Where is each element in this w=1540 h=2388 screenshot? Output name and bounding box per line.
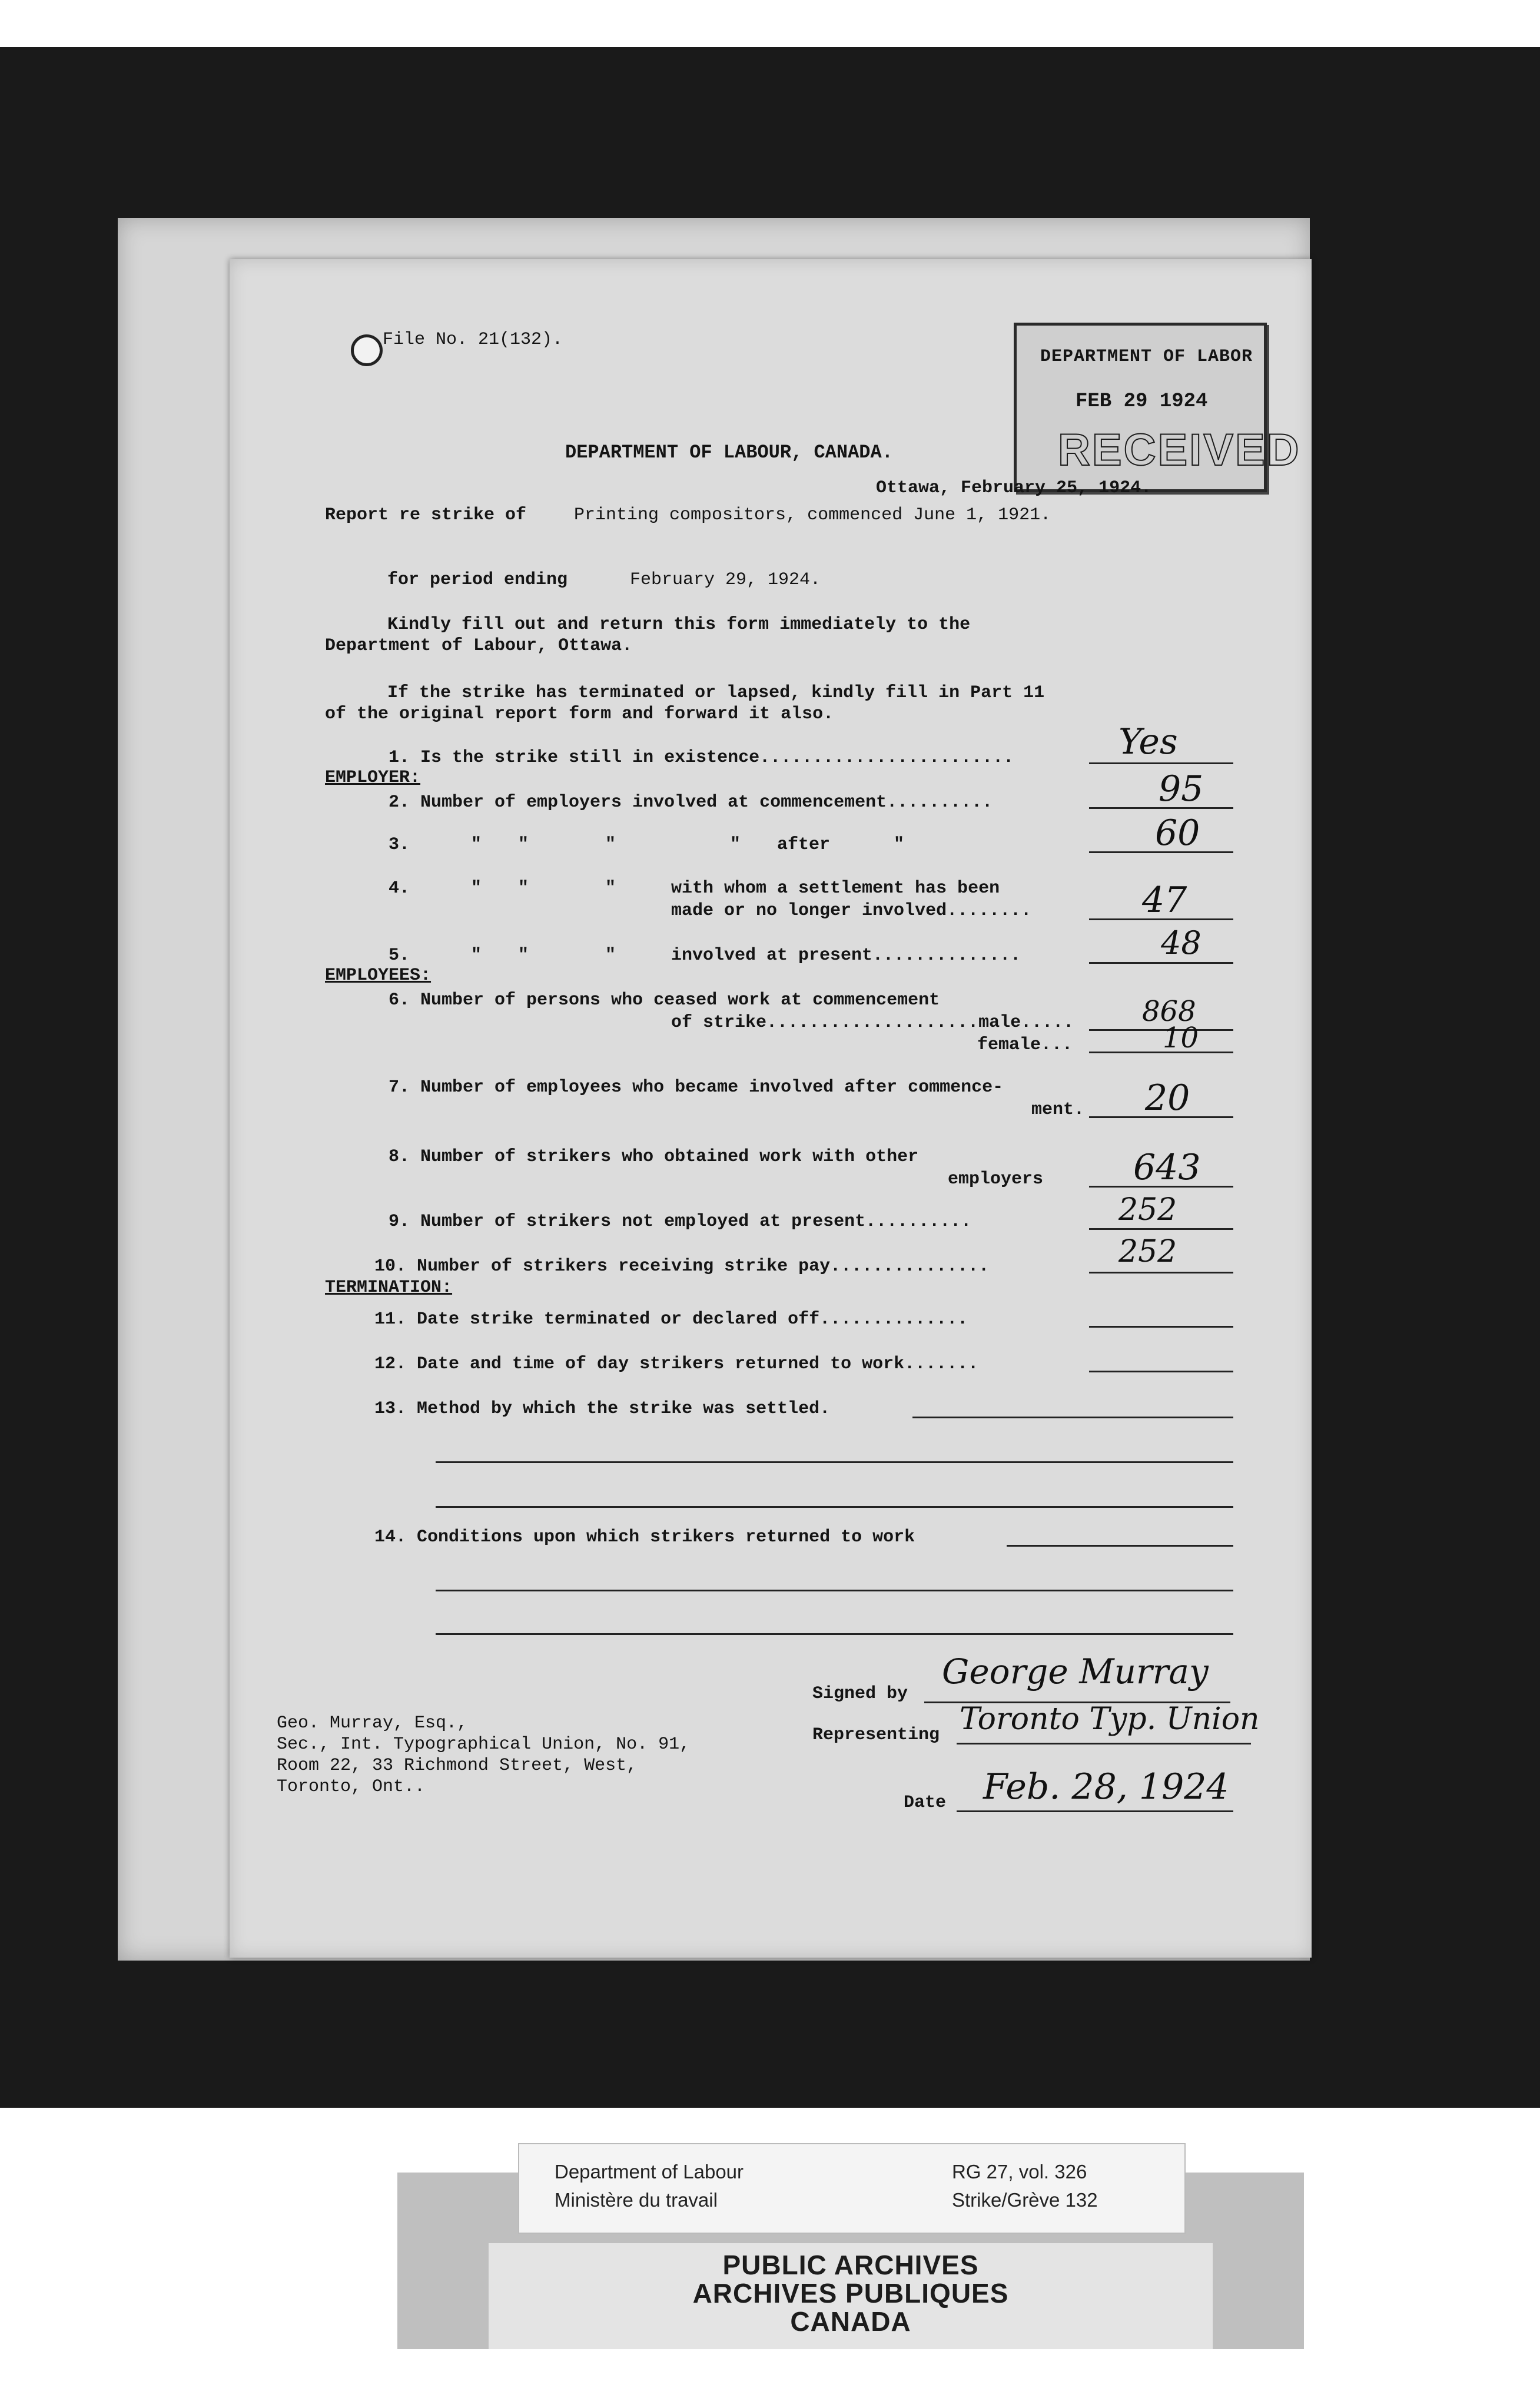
question-11: 11. Date strike terminated or declared off.............. <box>374 1309 968 1329</box>
instruction2-line2: of the original report form and forward it also. <box>325 704 834 724</box>
question-13: 13. Method by which the strike was settled. <box>374 1399 831 1419</box>
archive-stamp <box>489 2243 1213 2349</box>
stamp-department: DEPARTMENT OF LABOR <box>1040 347 1253 367</box>
archive-line-3: CANADA <box>790 2306 911 2337</box>
ditto-mark: " <box>605 946 616 966</box>
representing-label: Representing <box>812 1725 940 1745</box>
archive-line-2: ARCHIVES PUBLIQUES <box>692 2278 1009 2309</box>
address-line-1: Geo. Murray, Esq., <box>277 1713 468 1733</box>
instruction2-line1: If the strike has terminated or lapsed, kindly fill in Part 11 <box>387 683 1045 703</box>
question-6-line3: female... <box>977 1035 1073 1055</box>
answer-line-13b <box>436 1461 1233 1463</box>
answer-line-13 <box>912 1417 1233 1418</box>
question-9: 9. Number of strikers not employed at present.......... <box>389 1212 972 1232</box>
answer-line-6-male <box>1089 1029 1233 1031</box>
report-re-label: Report re strike of <box>325 505 527 525</box>
question-3-number: 3. <box>389 835 410 855</box>
answer-2: 95 <box>1159 768 1204 810</box>
answer-line-12 <box>1089 1371 1233 1372</box>
answer-8: 643 <box>1133 1147 1201 1188</box>
period-value: February 29, 1924. <box>630 570 821 590</box>
representing-value: Toronto Typ. Union <box>960 1702 1260 1737</box>
answer-1: Yes <box>1119 721 1178 762</box>
ditto-mark: " <box>730 835 741 855</box>
signed-by-label: Signed by <box>812 1684 908 1704</box>
answer-line-10 <box>1089 1272 1233 1273</box>
question-3-text: after <box>777 835 831 855</box>
answer-10: 252 <box>1119 1234 1177 1269</box>
dept-english: Department of Labour <box>555 2161 744 2183</box>
ditto-mark: " <box>605 878 616 898</box>
question-6-line2: of strike....................male..... <box>671 1013 1074 1033</box>
question-7-line1: 7. Number of employees who became involved after commence- <box>389 1077 1004 1097</box>
answer-line-1 <box>1089 762 1233 764</box>
answer-line-5 <box>1089 962 1233 964</box>
ditto-mark: " <box>471 878 482 898</box>
dept-french: Ministère du travail <box>555 2189 718 2211</box>
ditto-mark: " <box>518 946 529 966</box>
question-5-number: 5. <box>389 946 410 966</box>
question-12: 12. Date and time of day strikers returned to work....... <box>374 1354 979 1374</box>
received-stamp <box>1014 323 1301 492</box>
record-group: RG 27, vol. 326 <box>952 2161 1087 2183</box>
answer-line-14c <box>436 1633 1233 1635</box>
answer-5: 48 <box>1161 924 1202 961</box>
question-5-text: involved at present.............. <box>671 946 1021 966</box>
answer-line-13c <box>436 1506 1233 1508</box>
stamp-received: RECEIVED <box>1058 425 1301 475</box>
instruction1-line2: Department of Labour, Ottawa. <box>325 636 633 656</box>
date-label: Date <box>904 1793 947 1813</box>
ditto-mark: " <box>518 878 529 898</box>
signature: George Murray <box>942 1651 1209 1692</box>
address-line-2: Sec., Int. Typographical Union, No. 91, <box>277 1734 691 1754</box>
question-10: 10. Number of strikers receiving strike pay............... <box>374 1256 990 1276</box>
address-line-4: Toronto, Ont.. <box>277 1777 426 1797</box>
answer-4: 47 <box>1142 880 1187 921</box>
ditto-mark: " <box>518 835 529 855</box>
question-14: 14. Conditions upon which strikers returned to work <box>374 1527 915 1547</box>
ditto-mark: " <box>471 835 482 855</box>
representing-line <box>957 1743 1251 1744</box>
archive-line-1: PUBLIC ARCHIVES <box>722 2250 979 2280</box>
ditto-mark: " <box>605 835 616 855</box>
answer-line-14b <box>436 1590 1233 1591</box>
ditto-mark: " <box>471 946 482 966</box>
section-termination: TERMINATION: <box>325 1278 453 1298</box>
stamp-date: FEB 29 1924 <box>1076 390 1208 413</box>
answer-3: 60 <box>1155 812 1200 854</box>
form-header: DEPARTMENT OF LABOUR, CANADA. <box>565 442 893 463</box>
question-2: 2. Number of employers involved at commencement.......... <box>389 792 993 812</box>
strike-number: Strike/Grève 132 <box>952 2189 1098 2211</box>
answer-line-6-female <box>1089 1052 1233 1053</box>
question-8-line2: employers <box>948 1169 1044 1189</box>
answer-line-14 <box>1007 1545 1233 1547</box>
report-re-value: Printing compositors, commenced June 1, 1921. <box>574 505 1051 525</box>
answer-9: 252 <box>1119 1192 1177 1228</box>
address-line-3: Room 22, 33 Richmond Street, West, <box>277 1756 638 1776</box>
question-7-line2: ment. <box>1031 1100 1085 1120</box>
date-value: Feb. 28, 1924 <box>983 1766 1229 1807</box>
answer-7: 20 <box>1145 1077 1190 1119</box>
archive-reference-label <box>518 2143 1186 2234</box>
section-employer: EMPLOYER: <box>325 768 421 788</box>
question-4-number: 4. <box>389 878 410 898</box>
period-label: for period ending <box>387 570 568 590</box>
answer-6-male: 868 <box>1142 995 1196 1028</box>
question-4-line2: made or no longer involved........ <box>671 901 1032 921</box>
file-number: File No. 21(132). <box>383 330 563 350</box>
date-line <box>957 1810 1233 1812</box>
answer-line-9 <box>1089 1228 1233 1230</box>
answer-6-female: 10 <box>1163 1021 1199 1054</box>
question-4-line1: with whom a settlement has been <box>671 878 1000 898</box>
instruction1-line1: Kindly fill out and return this form immediately to the <box>387 615 971 635</box>
section-employees: EMPLOYEES: <box>325 966 432 986</box>
ditto-mark: " <box>894 835 905 855</box>
question-8-line1: 8. Number of strikers who obtained work with other <box>389 1147 919 1167</box>
question-1: 1. Is the strike still in existence........................ <box>389 748 1014 768</box>
answer-line-11 <box>1089 1326 1233 1328</box>
place-date: Ottawa, February 25, 1924. <box>876 478 1152 498</box>
punch-hole <box>351 334 383 366</box>
question-6-line1: 6. Number of persons who ceased work at commencement <box>389 990 940 1010</box>
